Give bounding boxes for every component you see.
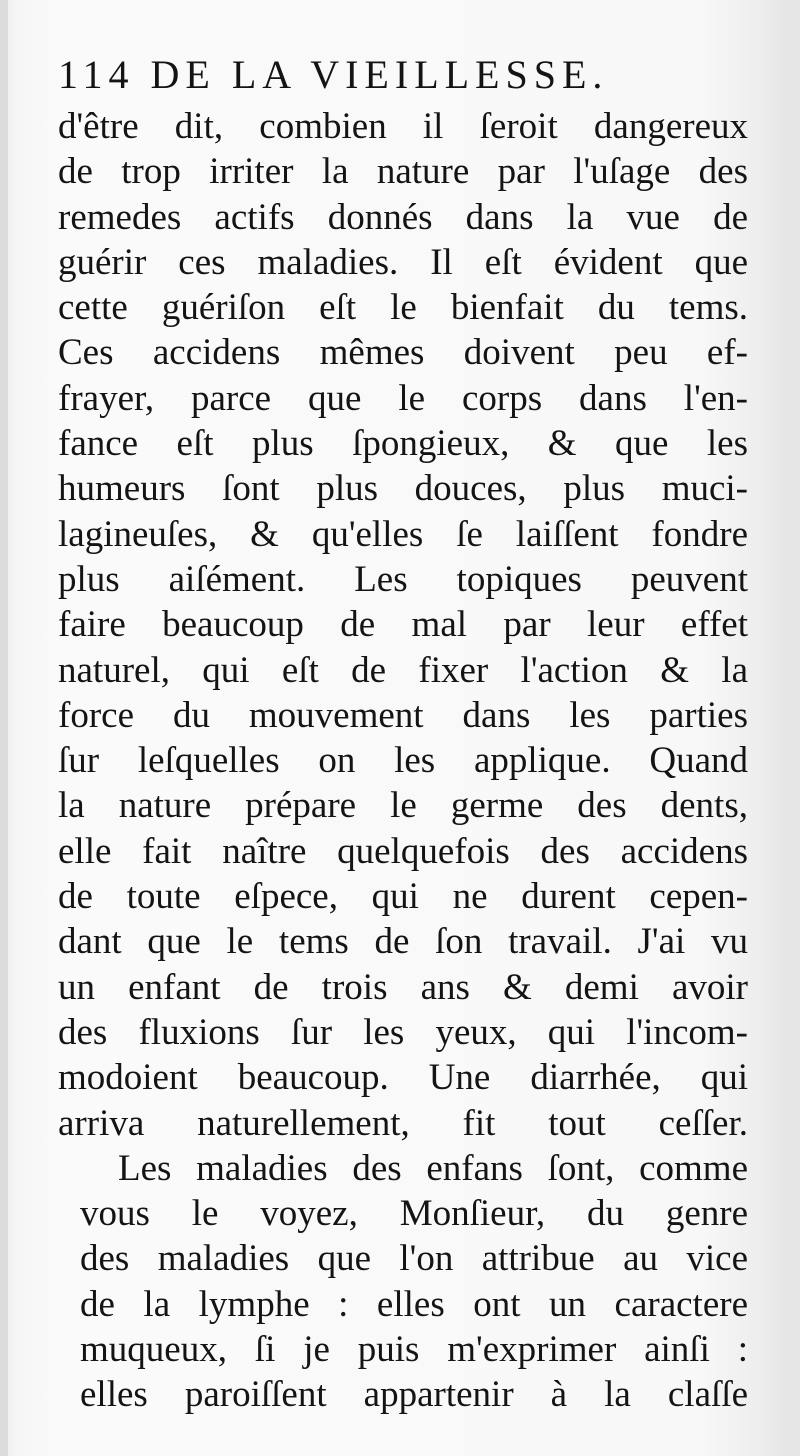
text-line: fance eſt plus ſpongieux, & que les bbox=[58, 423, 748, 465]
text-line: de la lymphe : elles ont un caractere bbox=[80, 1283, 748, 1325]
text-line: la nature prépare le germe des dents, bbox=[58, 785, 748, 827]
text-line: ſur leſquelles on les applique. Quand bbox=[58, 740, 748, 782]
text-line: modoient beaucoup. Une diarrhée, qui bbox=[58, 1057, 748, 1099]
text-line: d'être dit, combien il ſeroit dangereux bbox=[58, 106, 748, 147]
text-line: des fluxions ſur les yeux, qui l'incom- bbox=[58, 1011, 748, 1053]
text-line: elle fait naître quelquefois des accidens bbox=[58, 830, 748, 872]
text-line: de toute eſpece, qui ne durent cepen- bbox=[58, 876, 748, 918]
text-line: muqueux, ſi je puis m'exprimer ainſi : bbox=[80, 1329, 748, 1371]
text-line: humeurs ſont plus douces, plus muci- bbox=[58, 468, 748, 510]
text-line: remedes actifs donnés dans la vue de bbox=[58, 196, 748, 238]
text-line: Ces accidens mêmes doivent peu ef- bbox=[58, 332, 748, 374]
page-outer-edge bbox=[770, 0, 800, 1456]
text-line: elles paroiſſent appartenir à la claſſe bbox=[80, 1374, 748, 1416]
text-line: de trop irriter la nature par l'uſage des bbox=[58, 151, 748, 193]
running-head: 114 DE LA VIEILLESSE. bbox=[58, 52, 609, 97]
text-line: frayer, parce que le corps dans l'en- bbox=[58, 377, 748, 419]
text-line: faire beaucoup de mal par leur effet bbox=[58, 604, 748, 646]
text-line: des maladies que l'on attribue au vice bbox=[80, 1238, 748, 1280]
page-text-block bbox=[58, 46, 748, 1418]
text-line: force du mouvement dans les parties bbox=[58, 694, 748, 736]
paragraph-end-line: arriva naturellement, fit tout ceſſer. bbox=[58, 1102, 748, 1144]
text-line: plus aiſément. Les topiques peuvent bbox=[58, 558, 748, 600]
text-line: dant que le tems de ſon travail. J'ai vu bbox=[58, 921, 748, 963]
text-line: lagineuſes, & qu'elles ſe laiſſent fondre bbox=[58, 513, 748, 555]
text-line: guérir ces maladies. Il eſt évident que bbox=[58, 241, 748, 283]
text-line: naturel, qui eſt de fixer l'action & la bbox=[58, 649, 748, 691]
text-line: un enfant de trois ans & demi avoir bbox=[58, 966, 748, 1008]
text-line: vous le voyez, Monſieur, du genre bbox=[80, 1193, 748, 1235]
text-line: cette guériſon eſt le bienfait du tems. bbox=[58, 287, 748, 329]
page-binding-edge bbox=[0, 0, 8, 1456]
paragraph-first-line: Les maladies des enfans ſont, comme bbox=[118, 1147, 748, 1189]
